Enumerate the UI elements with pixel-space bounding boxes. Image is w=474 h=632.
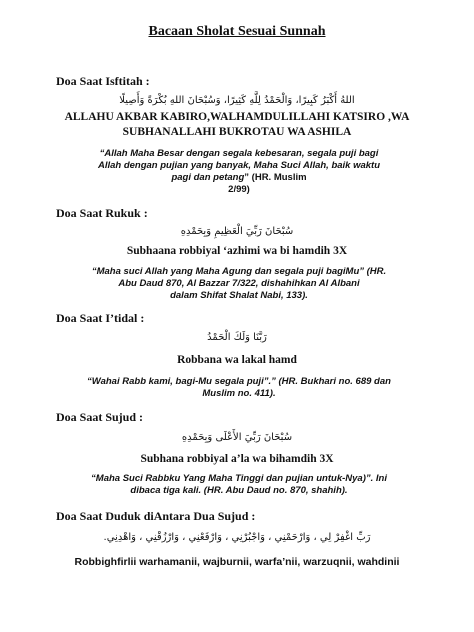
latin-iftitah-line1: ALLAHU AKBAR KABIRO,WALHAMDULILLAHI KATSIRO ,WA <box>64 111 410 123</box>
heading-sujud: Doa Saat Sujud : <box>56 410 144 424</box>
latin-itidal: Robbana wa lakal hamd <box>177 354 297 366</box>
latin-duduk: Robbighfirlii warhamanii, wajburnii, warfa’nii, warzuqnii, wahdinii <box>74 556 400 568</box>
arabic-sujud: سُبْحَانَ رَبِّيَ الأَعْلَى وَبِحَمْدِهِ <box>181 432 293 443</box>
latin-rukuk: Subhaana robbiyal ‘azhimi wa bi hamdih 3X <box>126 245 348 257</box>
meaning-itidal-line2: Muslim no. 411). <box>202 388 276 399</box>
meaning-iftitah-line1: “Allah Maha Besar dengan segala kebesaran, segala puji bagi <box>99 148 379 159</box>
meaning-sujud-line1: “Maha Suci Rabbku Yang Maha Tinggi dan pujian untuk-Nya)”. Ini <box>91 473 387 484</box>
meaning-sujud-line2: dibaca tiga kali. (HR. Abu Daud no. 870, shahih). <box>130 485 348 496</box>
meaning-iftitah-line4: 2/99) <box>228 184 250 195</box>
arabic-rukuk: سُبْحَانَ رَبِّيَ الْعَظِيمِ وَبِحَمْدِهِ <box>180 226 294 237</box>
latin-sujud: Subhana robbiyal a’la wa bihamdih 3X <box>140 453 334 465</box>
heading-rukuk: Doa Saat Rukuk : <box>56 206 148 220</box>
heading-duduk: Doa Saat Duduk diAntara Dua Sujud : <box>56 509 256 523</box>
latin-iftitah <box>40 110 434 140</box>
arabic-itidal: رَبَّنَا وَلَكَ الْحَمْدُ <box>207 332 267 343</box>
meaning-rukuk-line1: “Maha suci Allah yang Maha Agung dan segala puji bagiMu” (HR. <box>91 266 387 277</box>
meaning-iftitah-ref: ” (HR. Muslim <box>244 172 307 183</box>
meaning-iftitah-line2: Allah dengan pujian yang banyak, Maha Suci Allah, baik waktu <box>97 160 381 171</box>
meaning-rukuk <box>56 266 422 302</box>
meaning-iftitah-line3: pagi dan petang <box>171 172 245 183</box>
arabic-duduk: رَبِّ اغْفِرْ لِي ، وَارْحَمْنِي ، وَاجْبُرْنِي ، وَارْفَعْنِي ، وَارْزُقْنِي ، وَاهْدِنِي. <box>103 532 371 543</box>
arabic-iftitah: اللهُ أَكْبَرُ كَبِيرًا، وَالْحَمْدُ لِلَّهِ كَثِيرًا، وَسُبْحَانَ اللهِ بُكْرَةً وَأَصِيلًا <box>119 95 355 106</box>
meaning-itidal-line1: “Wahai Rabb kami, bagi-Mu segala puji”.” (HR. Bukhari no. 689 dan <box>87 376 391 387</box>
meaning-iftitah <box>56 148 422 196</box>
page-title: Bacaan Sholat Sesuai Sunnah <box>148 24 326 39</box>
meaning-rukuk-line3: dalam Shifat Shalat Nabi, 133). <box>170 290 308 301</box>
heading-iftitah: Doa Saat Isftitah : <box>56 74 150 88</box>
meaning-itidal <box>56 376 422 400</box>
meaning-sujud <box>56 473 422 497</box>
heading-itidal: Doa Saat I’tidal : <box>56 311 145 325</box>
meaning-rukuk-line2: Abu Daud 870, Al Bazzar 7/322, dishahihkan Al Albani <box>118 278 360 289</box>
latin-iftitah-line2: SUBHANALLAHI BUKROTAU WA ASHILA <box>122 126 352 138</box>
